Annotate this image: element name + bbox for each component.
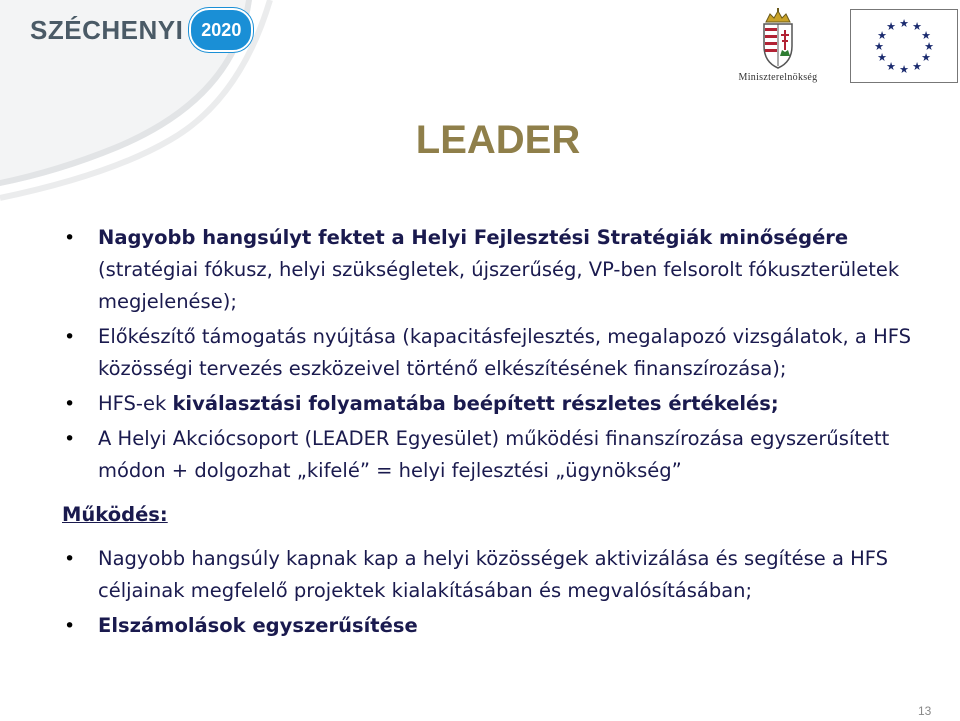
svg-text:★: ★ xyxy=(886,20,896,33)
bullet-icon: • xyxy=(64,615,76,637)
bullet-text: HFS-ek xyxy=(98,392,173,415)
slide-content xyxy=(62,222,942,645)
eu-flag-logo xyxy=(850,9,958,83)
page-number: 13 xyxy=(918,704,932,718)
bullet-icon: • xyxy=(64,227,76,249)
list-item xyxy=(62,388,942,420)
bullet-bold-text: Elszámolások egyszerűsítése xyxy=(98,614,418,637)
hungarian-coat-of-arms-icon xyxy=(728,8,828,70)
szechenyi-logo-word: SZÉCHENYI xyxy=(30,14,184,45)
bullet-bold-text: kiválasztási folyamatába beépített részletes értékelés; xyxy=(172,392,779,415)
svg-text:★: ★ xyxy=(877,51,887,64)
svg-text:★: ★ xyxy=(874,40,884,53)
bullet-icon: • xyxy=(64,326,76,348)
section-heading: Működés: xyxy=(62,503,168,526)
svg-text:★: ★ xyxy=(924,40,934,53)
list-item xyxy=(62,222,942,318)
svg-text:★: ★ xyxy=(899,63,909,76)
list-item xyxy=(62,423,942,487)
bullet-list-2 xyxy=(62,543,942,642)
svg-text:★: ★ xyxy=(921,29,931,42)
bullet-bold-text: Nagyobb hangsúlyt fektet a Helyi Fejlesztési Stratégiák minőségére xyxy=(98,226,849,249)
bullet-icon: • xyxy=(64,393,76,415)
svg-text:★: ★ xyxy=(921,51,931,64)
ministry-caption: Miniszterelnökség xyxy=(738,72,818,83)
slide-header xyxy=(0,0,960,215)
szechenyi-2020-logo xyxy=(30,8,253,52)
svg-text:★: ★ xyxy=(877,29,887,42)
ministry-logo xyxy=(728,8,828,83)
bullet-text: A Helyi Akciócsoport (LEADER Egyesület) működési finanszírozása egyszerűsített módon + dolgozhat „kifelé” = helyi fejlesztési „ügynökség” xyxy=(98,427,890,482)
szechenyi-logo-badge: 2020 xyxy=(189,8,253,52)
list-item xyxy=(62,321,942,385)
bullet-icon: • xyxy=(64,428,76,450)
bullet-list xyxy=(62,222,942,487)
eu-stars-icon xyxy=(851,10,957,82)
bullet-text: Nagyobb hangsúly kapnak kap a helyi közösségek aktivizálása és segítése a HFS céljainak megfelelő projektek kialakításában és megvalósításában; xyxy=(98,547,889,602)
svg-text:★: ★ xyxy=(886,60,896,73)
bullet-text: (stratégiai fókusz, helyi szükségletek, újszerűség, VP-ben felsorolt fókuszterületek megjelenése); xyxy=(98,258,900,313)
bullet-icon: • xyxy=(64,548,76,570)
list-item xyxy=(62,543,942,607)
svg-text:★: ★ xyxy=(912,60,922,73)
bullet-text: Előkészítő támogatás nyújtása (kapacitásfejlesztés, megalapozó vizsgálatok, a HFS közösségi tervezés eszközeivel történő elkészítésének finanszírozása); xyxy=(98,325,911,380)
slide-title: LEADER xyxy=(415,118,581,162)
list-item xyxy=(62,610,942,642)
svg-text:★: ★ xyxy=(912,20,922,33)
svg-text:★: ★ xyxy=(899,17,909,30)
